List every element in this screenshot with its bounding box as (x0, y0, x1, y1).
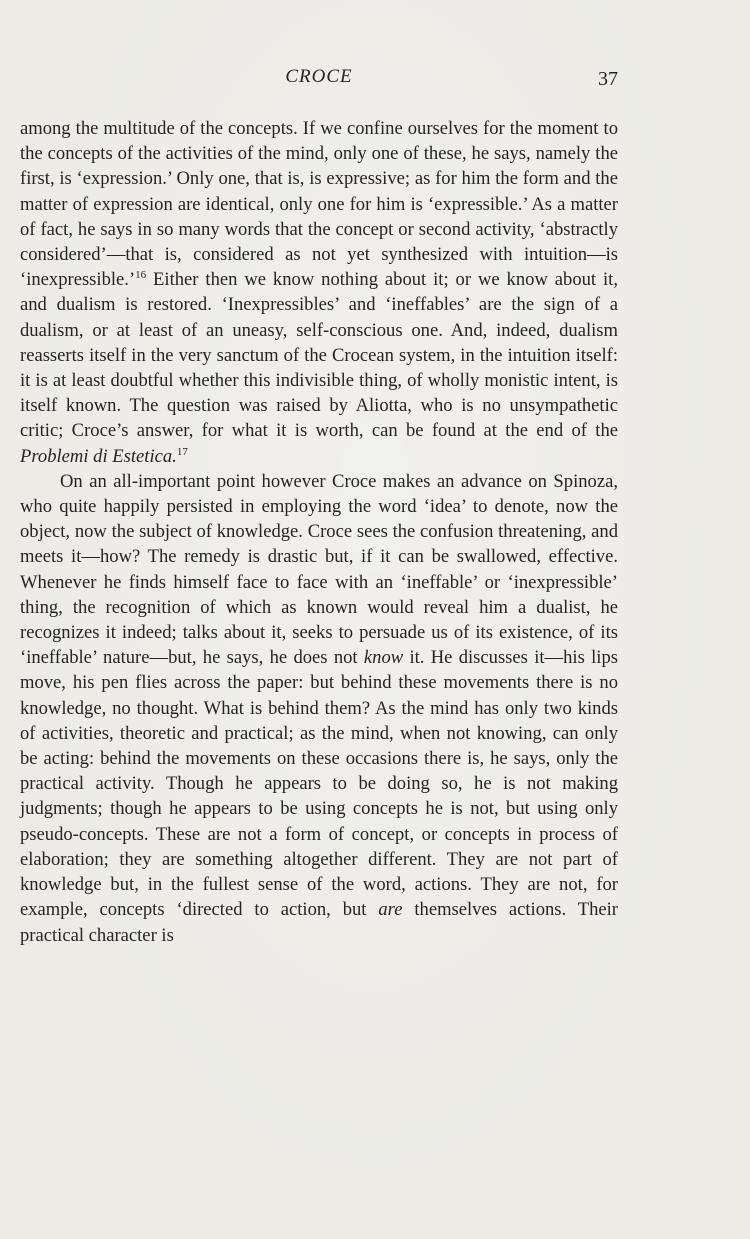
emphasis-are: are (378, 899, 403, 921)
footnote-ref-16: 16 (135, 269, 147, 282)
paragraph-1-text-a: among the multitude of the concepts. If we confine ourselves for the moment to the concepts of the activities of the mind, only one of these, he says, namely the first, is ‘expression.’ Only one, that is, is expressive; as for him the form and the matter of expression are identical, only one for him is ‘expressible.’ As a matter of fact, he says in so many words that the concept or second activity, ‘abstractly considered’—that is, considered as not yet synthesized with intuition—is ‘inexpressible.’ (20, 118, 618, 291)
paragraph-1 (20, 116, 618, 469)
running-header (20, 62, 618, 96)
page-number: 37 (598, 68, 618, 90)
paragraph-1-text-b: Either then we know nothing about it; or we know about it, and dualism is restored. ‘Inexpressibles’ and ‘ineffables’ are the sign of a dualism, or at least of an uneasy, self-conscious one. And, indeed, dualism reasserts itself in the very sanctum of the Crocean system, in the intuition itself: it is at least doubtful whether this indivisible thing, of wholly monistic intent, is itself known. The question was raised by Aliotta, who is no unsympathetic critic; Croce’s answer, for what it is worth, can be found at the end of the (20, 269, 618, 442)
paragraph-2-text-c: themselves actions. Their practical character is (20, 899, 618, 946)
paragraph-2-text-a: On an all-important point however Croce makes an advance on Spinoza, who quite happily persisted in employing the word ‘idea’ to denote, now the object, now the subject of knowledge. Croce sees the confusion threatening, and meets it—how? The remedy is drastic but, if it can be swallowed, effective. Whenever he finds himself face to face with an ‘ineffable’ or ‘inexpressible’ thing, the recognition of which as known would reveal him a dualist, he recognizes it indeed; talks about it, seeks to persuade us of its existence, of its ‘ineffable’ nature—but, he says, he does not (20, 470, 618, 669)
paragraph-2 (20, 469, 618, 948)
paragraph-2-text-b: it. He discusses it—his lips move, his pen flies across the paper: but behind these movements there is no knowledge, no thought. What is behind them? As the mind has only two kinds of activities, theoretic and practical; as the mind, when not knowing, can only be acting: behind the movements on these occasions there is, he says, only the practical activity. Though he appears to be doing so, he is not making judgments; though he appears to be using concepts he is not, but using only pseudo-concepts. These are not a form of concept, or concepts in process of elaboration; they are something altogether different. They are not part of knowledge but, in the fullest sense of the word, actions. They are not, for example, concepts ‘directed to action, but (20, 647, 618, 921)
running-title: CROCE (285, 66, 353, 87)
footnote-ref-17: 17 (176, 445, 188, 458)
emphasis-know: know (363, 647, 404, 669)
book-title-problemi: Problemi di Estetica. (20, 445, 177, 467)
body-text (20, 116, 618, 948)
